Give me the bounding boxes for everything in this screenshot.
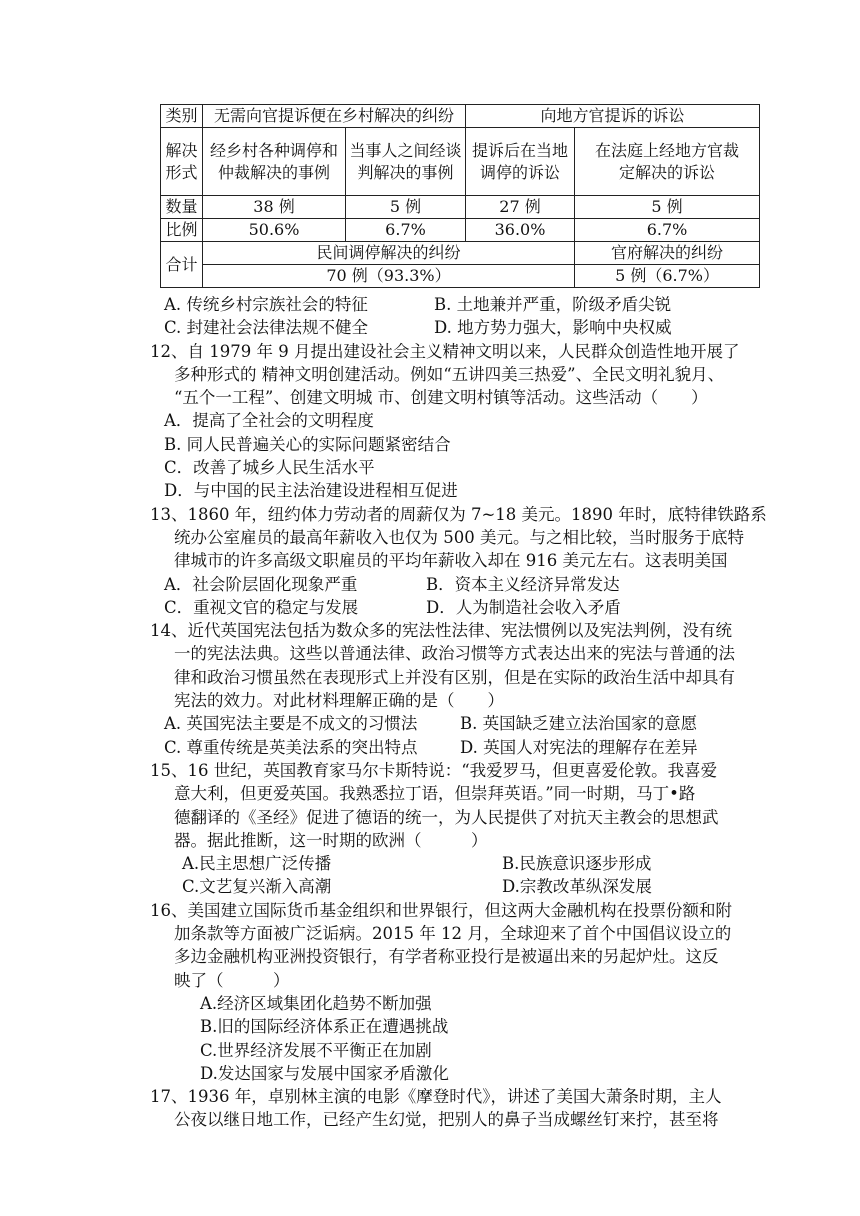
q11-options (150, 316, 762, 339)
question-12 (150, 340, 762, 503)
question-15-option-d: D.宗教改革纵深发展 (502, 877, 652, 897)
q11-option-b: B. 土地兼并严重，阶级矛盾尖锐 (434, 295, 672, 314)
question-14-stem: 14、近代英国宪法包括为数众多的宪法性法律、宪法惯例以及宪法判例，没有统 (150, 621, 732, 641)
dispute-table (160, 104, 760, 288)
question-15-option-a: A.民主思想广泛传播 (182, 854, 332, 874)
question-16-option-a: A.经济区域集团化趋势不断加强 (200, 993, 432, 1013)
table-row (161, 196, 760, 219)
table-cell: 类别 (161, 105, 203, 128)
question-16 (150, 899, 762, 1085)
question-16-option-d: D.发达国家与发展中国家矛盾激化 (200, 1063, 449, 1083)
question-16-option-c: C.世界经济发展不平衡正在加剧 (200, 1040, 432, 1060)
table-row (161, 105, 760, 128)
table-cell: 合计 (161, 242, 203, 288)
table-cell: 70 例（93.3%） (203, 265, 575, 288)
table-cell: 在法庭上经地方官裁定解决的诉讼 (575, 128, 760, 196)
question-16-stem: 16、美国建立国际货币基金组织和世界银行，但这两大金融机构在投票份额和附 (150, 900, 732, 920)
question-12-option-d: D．与中国的民主法治建设进程相互促进 (164, 481, 458, 501)
table-row (161, 219, 760, 242)
question-13-option-a: A．社会阶层固化现象严重 (164, 574, 358, 594)
question-15-stem: 意大利，但更爱英国。我熟悉拉丁语，但崇拜英语。”同一时期，马丁•路 (174, 784, 696, 804)
question-13-stem: 统办公室雇员的最高年薪收入也仅为 500 美元。与之相比较，当时服务于底特 (174, 527, 744, 547)
q11-option-a: A. 传统乡村宗族社会的特征 (164, 295, 368, 314)
question-13-options (150, 596, 762, 619)
question-14-stem: 律和政治习惯虽然在表现形式上并没有区别，但是在实际的政治生活中却具有 (174, 667, 735, 687)
table-row (161, 265, 760, 288)
table-cell: 36.0% (466, 219, 575, 242)
table-cell: 27 例 (466, 196, 575, 219)
question-13-stem: 13、1860 年，纽约体力劳动者的周薪仅为 7~18 美元。1890 年时，底特律铁路系 (150, 504, 767, 524)
question-13-option-b: B．资本主义经济异常发达 (426, 574, 620, 594)
question-12-option-c: C．改善了城乡人民生活水平 (164, 458, 375, 478)
question-14-option-b: B. 英国缺乏建立法治国家的意愿 (460, 714, 698, 734)
questions (150, 293, 767, 1132)
question-12-stem: 12、自 1979 年 9 月提出建设社会主义精神文明以来，人民群众创造性地开展了 (150, 341, 740, 361)
question-12-option-b: B. 同人民普遍关心的实际问题紧密结合 (164, 434, 451, 454)
question-12-stem: “五个一工程”、创建文明城 市、创建文明村镇等活动。这些活动（ ） (174, 388, 708, 408)
table-cell: 无需向官提诉便在乡村解决的纠纷 (203, 105, 466, 128)
question-14 (150, 619, 762, 759)
question-15 (150, 759, 762, 899)
table-cell: 6.7% (575, 219, 760, 242)
question-17 (150, 1085, 762, 1132)
table-cell: 解决形式 (161, 128, 203, 196)
question-14-options (150, 736, 762, 759)
question-15-options (150, 875, 762, 898)
question-13-options (150, 573, 762, 596)
question-15-stem: 器。据此推断，这一时期的欧洲（ ） (174, 830, 488, 850)
question-17-stem: 17、1936 年，卓别林主演的电影《摩登时代》，讲述了美国大萧条时期，主人 (150, 1087, 722, 1107)
table-cell: 官府解决的纠纷 (575, 242, 760, 265)
table-cell: 比例 (161, 219, 203, 242)
question-13-option-c: C．重视文官的稳定与发展 (164, 597, 359, 617)
question-15-options (150, 852, 762, 875)
table-cell: 38 例 (203, 196, 346, 219)
table-row (161, 128, 760, 196)
table-cell: 提诉后在当地调停的诉讼 (466, 128, 575, 196)
question-14-stem: 宪法的效力。对此材料理解正确的是（ ） (174, 691, 504, 711)
question-14-option-d: D. 英国人对宪法的理解存在差异 (460, 737, 698, 757)
question-15-option-c: C.文艺复兴渐入高潮 (182, 877, 332, 897)
table-cell: 向地方官提诉的诉讼 (466, 105, 760, 128)
question-13-option-d: D．人为制造社会收入矛盾 (426, 597, 621, 617)
table-row (161, 242, 760, 265)
table-cell: 数量 (161, 196, 203, 219)
question-16-stem: 加条款等方面被广泛诟病。2015 年 12 月，全球迎来了首个中国倡议设立的 (174, 924, 732, 944)
question-12-stem: 多种形式的 精神文明创建活动。例如“五讲四美三热爱”、全民文明礼貌月、 (174, 364, 725, 384)
question-13-stem: 律城市的许多高级文职雇员的平均年薪收入却在 916 美元左右。这表明美国 (174, 551, 728, 571)
question-14-stem: 一的宪法法典。这些以普通法律、政治习惯等方式表达出来的宪法与普通的法 (174, 644, 735, 664)
table-cell: 经乡村各种调停和仲裁解决的事例 (203, 128, 346, 196)
question-13 (150, 503, 767, 619)
q11-option-d: D. 地方势力强大，影响中央权威 (434, 318, 672, 338)
table-cell: 民间调停解决的纠纷 (203, 242, 575, 265)
question-15-option-b: B.民族意识逐步形成 (502, 854, 652, 874)
table-cell: 5 例 (575, 196, 760, 219)
question-12-option-a: A．提高了全社会的文明程度 (164, 411, 374, 431)
table-cell: 当事人之间经谈判解决的事例 (346, 128, 466, 196)
question-17-stem: 公夜以继日地工作，已经产生幻觉，把别人的鼻子当成螺丝钉来拧，甚至将 (174, 1110, 719, 1130)
question-15-stem: 德翻译的《圣经》促进了德语的统一，为人民提供了对抗天主教会的思想武 (174, 807, 719, 827)
question-16-option-b: B.旧的国际经济体系正在遭遇挑战 (200, 1017, 449, 1037)
q11-options (150, 293, 762, 316)
table-cell: 50.6% (203, 219, 346, 242)
table-cell: 5 例 (346, 196, 466, 219)
table-cell: 5 例（6.7%） (575, 265, 760, 288)
question-16-stem: 映了（ ） (174, 970, 290, 990)
table-cell: 6.7% (346, 219, 466, 242)
question-14-options (150, 712, 762, 735)
question-14-option-c: C. 尊重传统是英美法系的突出特点 (164, 737, 418, 757)
question-15-stem: 15、16 世纪，英国教育家马尔卡斯特说：“我爱罗马，但更喜爱伦敦。我喜爱 (150, 760, 718, 780)
q11-option-c: C. 封建社会法律法规不健全 (164, 318, 369, 338)
question-14-option-a: A. 英国宪法主要是不成文的习惯法 (164, 714, 418, 734)
question-16-stem: 多边金融机构亚洲投资银行，有学者称亚投行是被逼出来的另起炉灶。这反 (174, 947, 719, 967)
